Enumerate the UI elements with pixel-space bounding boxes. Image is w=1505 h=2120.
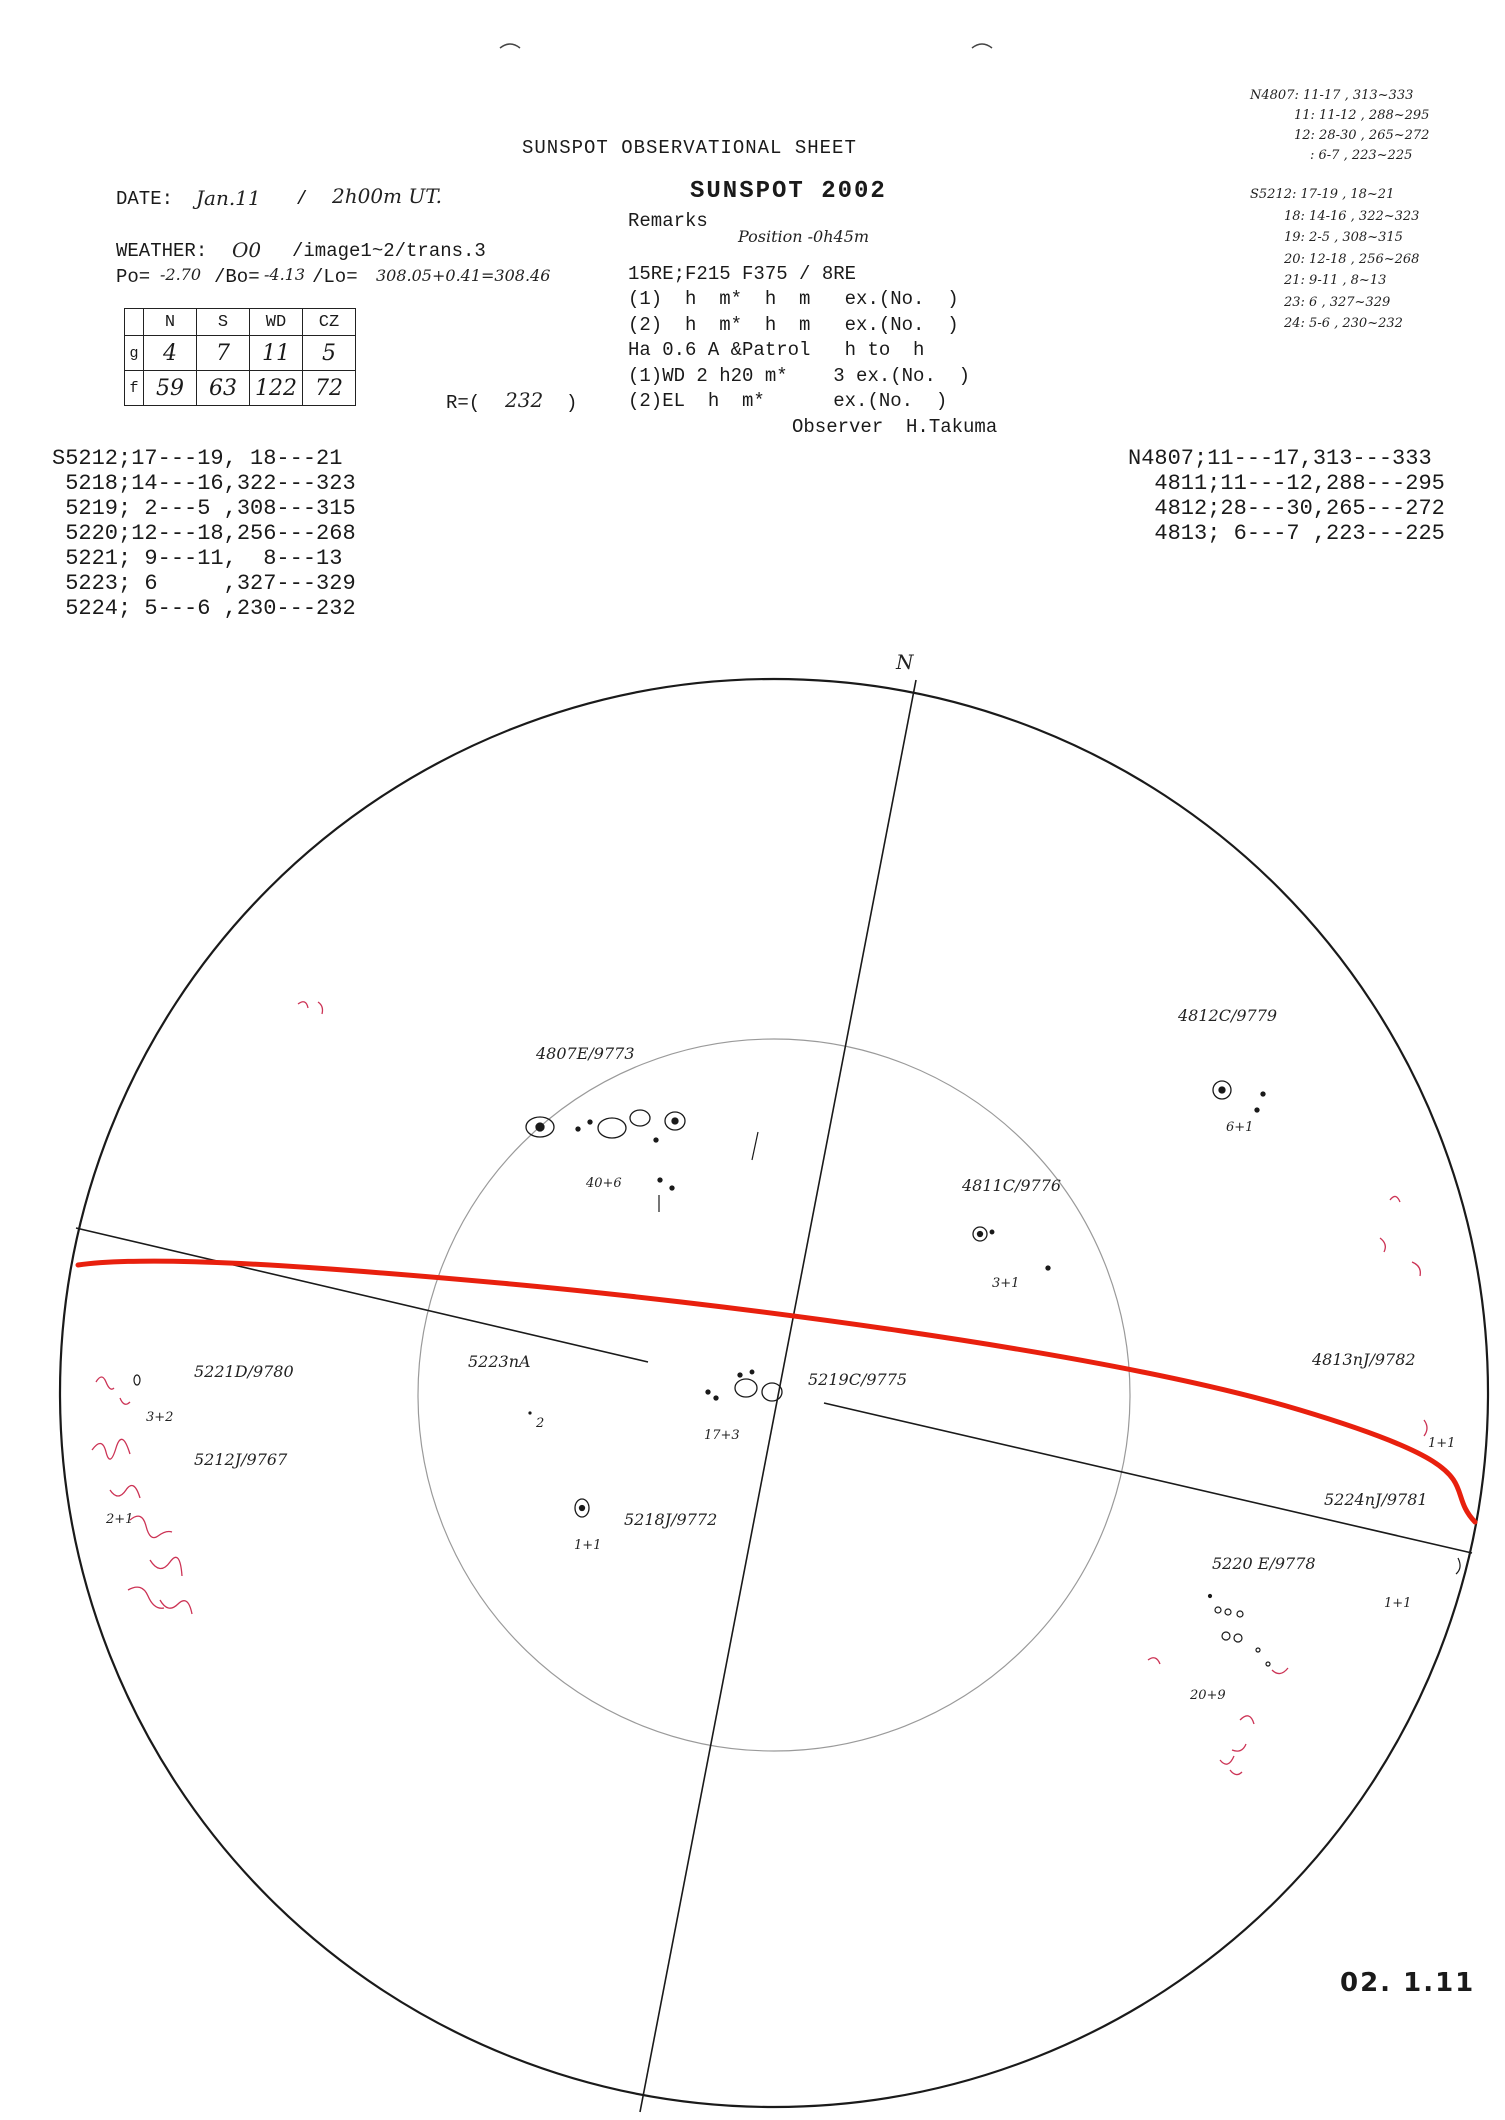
spot-group-5223 [528,1411,531,1414]
remarks-line-5: (1)WD 2 h20 m* 3 ex.(No. ) [628,364,971,387]
spot-group-5220 [1209,1595,1271,1667]
handnote-7: 19: 2-5 , 308~315 [1284,230,1403,245]
north-marker: N [896,650,914,674]
group-label-5224: 5224nJ/9781 [1324,1490,1428,1509]
f-n: 59 [144,371,197,406]
handnote-2: 11: 11-12 , 288~295 [1294,108,1430,123]
north-row-2: 4811;11---12,288---295 [1128,471,1445,496]
handnote-9: 21: 9-11 , 8~13 [1284,273,1387,288]
sheet-title: SUNSPOT OBSERVATIONAL SHEET [522,137,857,159]
row-label-f: f [125,371,144,406]
f-cz: 72 [303,371,356,406]
remarks-line-1: 15RE;F215 F375 / 8RE [628,263,857,285]
time-value: 2h00m UT. [332,184,442,208]
group-label-5212: 5212J/9767 [194,1450,288,1469]
date-separator: / [296,188,308,210]
po-label: Po= [116,266,151,288]
south-row-4: 5220;12---18,256---268 [52,521,356,546]
south-row-2: 5218;14---16,322---323 [52,471,356,496]
f-s: 63 [197,371,250,406]
sheet-subtitle: SUNSPOT 2002 [690,178,887,205]
lo-label: /Lo= [312,266,358,288]
group-count-5224: 1+1 [1384,1596,1412,1611]
handnote-10: 23: 6 , 327~329 [1284,294,1391,310]
remarks-line-2: (1) h m* h m ex.(No. ) [628,288,959,311]
r-label: R=( [446,392,481,414]
north-row-3: 4812;28---30,265---272 [1128,496,1445,521]
g-n: 4 [144,336,197,371]
spot-group-5224 [1456,1558,1460,1574]
group-count-5221: 3+2 [146,1410,174,1425]
header-cz: CZ [303,309,356,336]
group-label-4813: 4813nJ/9782 [1312,1350,1416,1369]
handnote-4: : 6-7 , 223~225 [1310,148,1413,163]
group-label-5218: 5218J/9772 [624,1510,718,1529]
group-count-5212: 2+1 [106,1512,134,1527]
g-s: 7 [197,336,250,371]
group-label-4812: 4812C/9779 [1178,1006,1278,1025]
remarks-label: Remarks [628,210,708,232]
spot-group-5221 [134,1375,140,1385]
weather-value: O0 [232,238,262,262]
south-row-3: 5219; 2---5 ,308---315 [52,496,356,521]
south-row-1: S5212;17---19, 18---21 [52,446,343,471]
spot-group-4812 [1213,1081,1265,1112]
north-row-4: 4813; 6---7 ,223---225 [1128,521,1445,546]
inner-reference-circle [418,1039,1130,1751]
position-line-left [76,1228,648,1362]
r-value: 232 [505,388,544,412]
group-count-4807: 40+6 [586,1176,622,1191]
remarks-line-6: (2)EL h m* ex.(No. ) [628,390,948,413]
spot-group-5218 [575,1499,589,1517]
bo-value: -4.13 [264,265,306,284]
group-label-4811: 4811C/9776 [962,1176,1062,1195]
arrow-mark-2 [752,1132,758,1160]
handnote-3: 12: 28-30 , 265~272 [1294,128,1430,143]
group-count-5223: 2 [536,1416,545,1431]
po-value: -2.70 [160,265,202,284]
row-label-g: g [125,336,144,371]
group-count-4811: 3+1 [992,1276,1020,1291]
f-wd: 122 [250,371,303,406]
position-note: Position -0h45m [738,227,870,246]
remarks-line-3: (2) h m* h m ex.(No. ) [628,313,959,336]
group-label-4807: 4807E/9773 [536,1044,635,1063]
spot-group-4811 [973,1227,1050,1270]
group-count-4813: 1+1 [1428,1436,1456,1451]
handnote-6: 18: 14-16 , 322~323 [1284,208,1420,224]
weather-label: WEATHER: [116,240,208,262]
date-stamp: 02. 1.11 [1340,1968,1476,1998]
weather-details: /image1~2/trans.3 [292,240,486,262]
position-line-right [824,1403,1472,1553]
header-s: S [197,309,250,336]
header-n: N [144,309,197,336]
group-count-4812: 6+1 [1226,1120,1254,1135]
bo-label: /Bo= [214,266,260,288]
handnote-8: 20: 12-18 , 256~268 [1284,251,1420,267]
south-row-6: 5223; 6 ,327---329 [52,571,356,596]
remarks-line-4: Ha 0.6 A &Patrol h to h [628,339,925,362]
g-wd: 11 [250,336,303,371]
central-meridian [640,680,916,2112]
punch-mark-left [500,44,520,48]
lo-value: 308.05+0.41=308.46 [376,266,551,285]
r-close: ) [566,392,578,414]
north-row-1: N4807;11---17,313---333 [1128,446,1432,471]
group-count-5218: 1+1 [574,1538,602,1553]
punch-mark-right [972,44,992,48]
handnote-5: S5212: 17-19 , 18~21 [1250,187,1395,202]
group-label-5223: 5223nA [468,1352,531,1371]
date-value: Jan.11 [196,186,261,210]
solar-equator-line [78,1261,1475,1522]
handnote-1: N4807: 11-17 , 313~333 [1250,88,1414,103]
observer: Observer H.Takuma [792,416,998,438]
group-label-5221: 5221D/9780 [194,1362,294,1381]
date-label: DATE: [116,188,174,210]
group-label-5220: 5220 E/9778 [1212,1554,1316,1573]
solar-limb [60,679,1488,2107]
group-count-5219: 17+3 [704,1428,740,1443]
south-row-7: 5224; 5---6 ,230---232 [52,596,356,621]
south-row-5: 5221; 9---11, 8---13 [52,546,343,571]
header-wd: WD [250,309,303,336]
spot-group-5219 [706,1370,782,1401]
group-count-5220: 20+9 [1190,1688,1226,1703]
handnote-11: 24: 5-6 , 230~232 [1284,316,1403,331]
g-cz: 5 [303,336,356,371]
group-label-5219: 5219C/9775 [808,1370,908,1389]
